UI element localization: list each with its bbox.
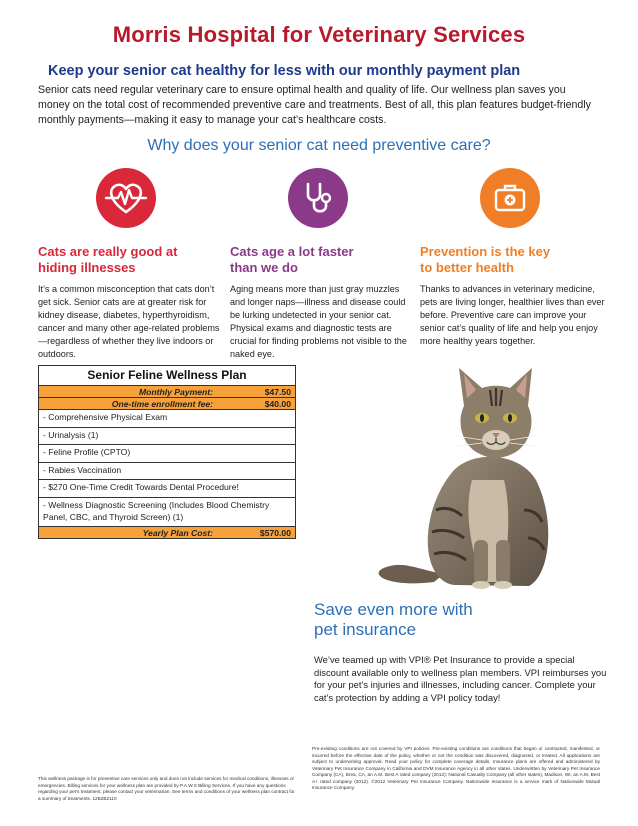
enrollment-fee-label: One-time enrollment fee:	[111, 399, 213, 409]
plan-item: - Rabies Vaccination	[39, 462, 295, 480]
wellness-disclaimer: This wellness package is for preventive care services only and does not include services for medical conditions, illnesses or emergencies. Billing services for your wellness plan are provided by P.A.W.S Billing Services. If you have any questions regarding your pet's treatment, please contact your veterinarian. See terms and conditions of your wellness plan contract for a summary of treatments. 12B2B2110	[38, 776, 295, 801]
yearly-cost-row	[39, 526, 295, 538]
page-title: Morris Hospital for Veterinary Services	[112, 22, 526, 47]
enrollment-fee-row	[39, 397, 295, 409]
yearly-cost-value: $570.00	[259, 528, 291, 539]
plan-title: Senior Feline Wellness Plan	[87, 368, 247, 382]
column-text-hiding-illnesses: It’s a common misconception that cats don’t get sick. Senior cats are at greater risk for kidney disease, diabetes, hyperthyroidism, cancer and many other age-related problems—regardless of whether they live indoors or outdoors.	[38, 284, 220, 359]
column-heading-prevention: Prevention is the key to better health	[420, 244, 551, 276]
insurance-disclaimer: Pre-existing conditions are not covered by VPI policies. Pre-existing conditions are conditions that began or contracted, manifested, or incurred before the effective date of the policy, whether or not the condition was discovered, diagnosed, or treated. All applications are subject to underwriting approval. Read your policy for complete coverage details. Insurance plans are offered and administered by Veterinary Pet Insurance Company in California and DVM Insurance Agency in all other states. Underwritten by Veterinary Pet Insurance Company (CA), Brea, CA, an A.M. Best A rated company (2012); National Casualty Company (all other states), Madison, WI, an A.M. Best A+ rated company (2012). ©2012 Veterinary Pet Insurance Company. Nationwide Insurance is a service mark of Nationwide Mutual Insurance Company.	[312, 746, 600, 791]
column-text-prevention: Thanks to advances in veterinary medicine, pets are living longer, healthier lives than ever before. Preventive care can improve your senior cat’s quality of life and help you enjoy more healthy years together.	[420, 284, 605, 346]
plan-item: - Feline Profile (CPTO)	[39, 444, 295, 462]
intro-paragraph: Senior cats need regular veterinary care to ensure optimal health and quality of life. Our wellness plan saves you money on the total cost of recommended preventive care and treatments. Best of all, this plan features budget-friendly monthly payments—making it easy to manage your cat’s healthcare costs.	[38, 84, 591, 126]
column-heading-age-faster: Cats age a lot faster than we do	[230, 244, 354, 276]
heart-monitor-icon	[96, 168, 156, 228]
plan-item: - Urinalysis (1)	[39, 427, 295, 445]
plan-item: - $270 One-Time Credit Towards Dental Procedure!	[39, 479, 295, 497]
insurance-text: We’ve teamed up with VPI® Pet Insurance to provide a special discount available only to wellness plan members. VPI reimburses you for your pet’s injuries and illnesses, including cancer. Complete your cat’s protection by adding a VPI policy today!	[314, 654, 607, 704]
column-text-age-faster: Aging means more than just gray muzzles and longer naps—illness and disease could be lurking undetected in your senior cat. Physical exams and diagnostic tests are crucial for finding problems not visible to the naked eye.	[230, 284, 407, 359]
insurance-heading: Save even more with pet insurance	[314, 600, 473, 640]
monthly-payment-row	[39, 385, 295, 397]
page-subtitle: Keep your senior cat healthy for less with our monthly payment plan	[48, 63, 521, 79]
medical-kit-icon	[480, 168, 540, 228]
monthly-payment-label: Monthly Payment:	[138, 387, 213, 397]
stethoscope-icon	[288, 168, 348, 228]
plan-item: - Comprehensive Physical Exam	[39, 409, 295, 427]
wellness-plan-table	[38, 365, 296, 539]
cat-photo	[324, 360, 624, 592]
plan-item: - Wellness Diagnostic Screening (Includes Blood Chemistry Panel, CBC, and Thyroid Screen) (1)	[39, 497, 295, 526]
monthly-payment-value: $47.50	[264, 387, 291, 397]
why-heading: Why does your senior cat need preventive care?	[147, 137, 491, 154]
yearly-cost-label: Yearly Plan Cost:	[142, 528, 213, 539]
enrollment-fee-value: $40.00	[264, 399, 291, 409]
column-heading-hiding-illnesses: Cats are really good at hiding illnesses	[38, 244, 178, 276]
